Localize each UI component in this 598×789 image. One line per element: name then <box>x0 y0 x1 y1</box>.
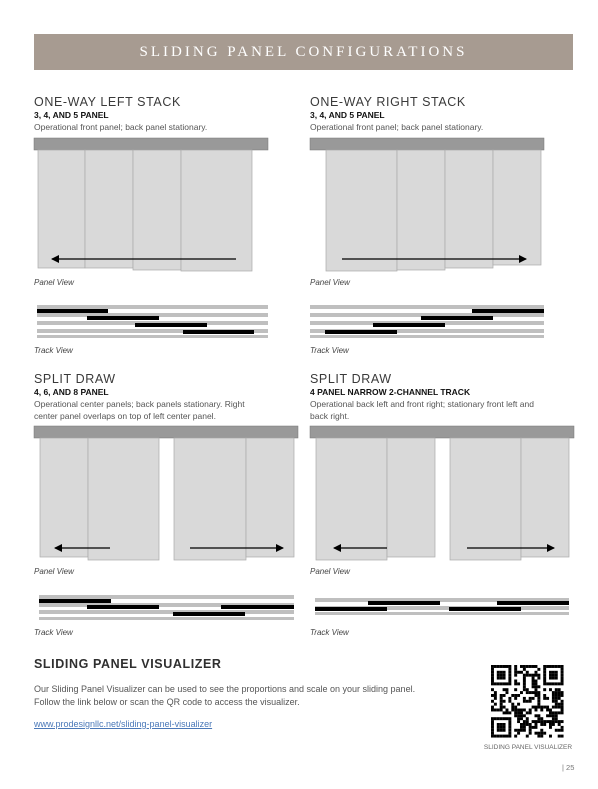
panel <box>88 438 159 560</box>
panel <box>521 438 569 557</box>
section-subtitle-split-draw-narrow: 4 PANEL NARROW 2-CHANNEL TRACK <box>310 387 471 397</box>
panel <box>450 438 521 560</box>
panel <box>397 150 445 270</box>
panel <box>181 150 252 271</box>
section-desc-split-draw: Operational center panels; back panels stationary. Right center panel overlaps on top of left center panel. <box>34 399 245 421</box>
header-rail <box>34 138 268 150</box>
track-view-caption: Track View <box>310 628 349 637</box>
track-view-left-stack <box>37 305 268 338</box>
banner-title: SLIDING PANEL CONFIGURATIONS <box>139 43 468 60</box>
header-rail <box>310 138 544 150</box>
visualizer-description: Our Sliding Panel Visualizer can be used to see the proportions and scale on your sliding panel. Follow the link below or scan the QR code to access the visualizer. <box>34 684 416 707</box>
section-subtitle-split-draw: 4, 6, AND 8 PANEL <box>34 387 109 397</box>
panel <box>387 438 435 557</box>
page-number: | 25 <box>562 763 575 772</box>
panel-view-left-stack <box>34 138 268 271</box>
panel-view-caption: Panel View <box>34 567 74 576</box>
panel <box>445 150 493 268</box>
header-rail <box>34 426 298 438</box>
visualizer-title: SLIDING PANEL VISUALIZER <box>34 657 222 671</box>
track-view-right-stack <box>310 305 544 338</box>
panel-view-right-stack <box>310 138 544 271</box>
panel <box>174 438 246 560</box>
panel <box>38 150 85 268</box>
track-view-caption: Track View <box>34 346 73 355</box>
panel-view-caption: Panel View <box>34 278 74 287</box>
header-rail <box>310 426 574 438</box>
section-title-split-draw-narrow: SPLIT DRAW <box>310 372 392 386</box>
panel-view-caption: Panel View <box>310 567 350 576</box>
panel <box>246 438 294 557</box>
panel <box>493 150 541 265</box>
visualizer-link[interactable]: www.prodesignllc.net/sliding-panel-visualizer <box>34 719 213 729</box>
panel-view-caption: Panel View <box>310 278 350 287</box>
section-desc-split-draw-narrow: Operational back left and front right; stationary front left and back right. <box>310 399 534 421</box>
qr-caption: SLIDING PANEL VISUALIZER <box>483 744 573 751</box>
track-view-caption: Track View <box>34 628 73 637</box>
section-title-split-draw: SPLIT DRAW <box>34 372 116 386</box>
track-view-split-draw <box>39 595 294 620</box>
panel-view-split-draw <box>34 426 298 560</box>
panel <box>316 438 387 560</box>
panel <box>133 150 181 270</box>
panel-view-split-draw-narrow <box>310 426 574 560</box>
section-subtitle-left-stack: 3, 4, AND 5 PANEL <box>34 110 109 120</box>
section-title-left-stack: ONE-WAY LEFT STACK <box>34 95 181 109</box>
panel <box>85 150 133 268</box>
panel <box>326 150 397 271</box>
track-view-split-draw-narrow <box>315 598 569 615</box>
panel <box>40 438 88 557</box>
qr-code-icon[interactable] <box>491 665 564 738</box>
section-desc-left-stack: Operational front panel; back panel stationary. <box>34 122 208 132</box>
section-title-right-stack: ONE-WAY RIGHT STACK <box>310 95 466 109</box>
track-view-caption: Track View <box>310 346 349 355</box>
section-subtitle-right-stack: 3, 4, AND 5 PANEL <box>310 110 385 120</box>
section-desc-right-stack: Operational front panel; back panel stationary. <box>310 122 484 132</box>
